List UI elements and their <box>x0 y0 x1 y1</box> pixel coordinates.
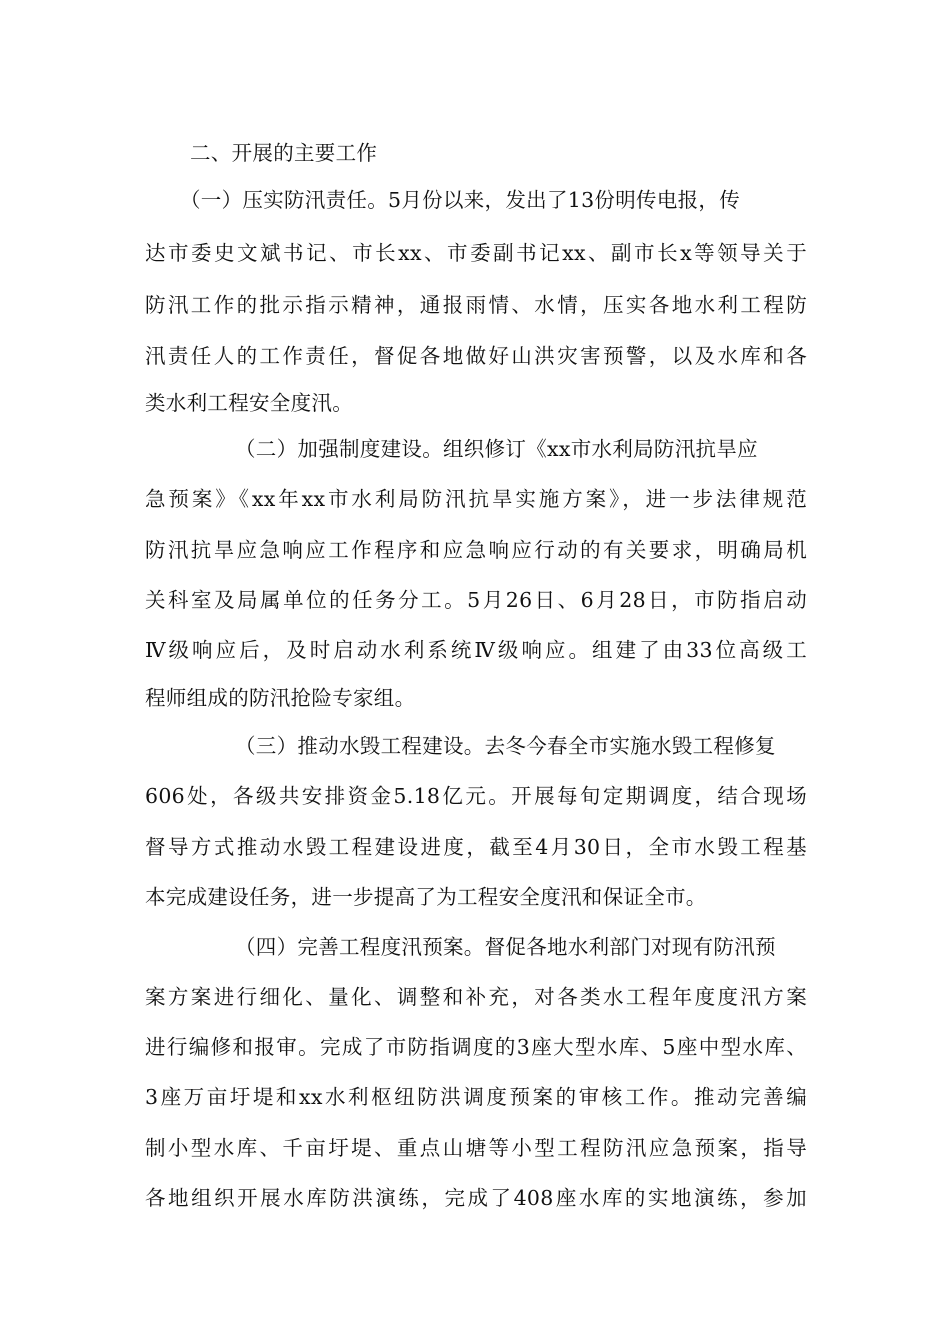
paragraph-line: 各地组织开展水库防洪演练，完成了408座水库的实地演练，参加 <box>145 1186 807 1210</box>
paragraph-line: 急预案》《xx年xx市水利局防汛抗旱实施方案》，进一步法律规范 <box>145 487 807 511</box>
paragraph-line: 督导方式推动水毁工程建设进度，截至4月30日，全市水毁工程基 <box>145 835 807 859</box>
paragraph-line: 防汛工作的批示指示精神，通报雨情、水情，压实各地水利工程防 <box>145 293 807 317</box>
paragraph-line: 606处，各级共安排资金5.18亿元。开展每旬定期调度，结合现场 <box>145 784 807 808</box>
section-heading: 二、开展的主要工作 <box>190 141 378 165</box>
paragraph-line: Ⅳ级响应后，及时启动水利系统Ⅳ级响应。组建了由33位高级工 <box>145 638 807 662</box>
paragraph-line: 案方案进行细化、量化、调整和补充，对各类水工程年度度汛方案 <box>145 985 807 1009</box>
paragraph-line: 程师组成的防汛抢险专家组。 <box>145 686 416 710</box>
paragraph-line: 进行编修和报审。完成了市防指调度的3座大型水库、5座中型水库、 <box>145 1035 807 1059</box>
paragraph-line: 关科室及局属单位的任务分工。5月26日、6月28日，市防指启动 <box>145 588 807 612</box>
paragraph-line: （一）压实防汛责任。5月份以来，发出了13份明传电报，传 <box>180 188 741 212</box>
paragraph-line: （二）加强制度建设。组织修订《xx市水利局防汛抗旱应 <box>235 437 758 461</box>
paragraph-line: 3座万亩圩堤和xx水利枢纽防洪调度预案的审核工作。推动完善编 <box>145 1085 807 1109</box>
paragraph-line: （四）完善工程度汛预案。督促各地水利部门对现有防汛预 <box>235 935 776 959</box>
paragraph-line: 汛责任人的工作责任，督促各地做好山洪灾害预警，以及水库和各 <box>145 344 807 368</box>
paragraph-line: 制小型水库、千亩圩堤、重点山塘等小型工程防汛应急预案，指导 <box>145 1136 807 1160</box>
paragraph-line: （三）推动水毁工程建设。去冬今春全市实施水毁工程修复 <box>235 734 776 758</box>
paragraph-line: 达市委史文斌书记、市长xx、市委副书记xx、副市长x等领导关于 <box>145 241 807 265</box>
paragraph-line: 本完成建设任务，进一步提高了为工程安全度汛和保证全市。 <box>145 885 707 909</box>
paragraph-line: 类水利工程安全度汛。 <box>145 391 353 415</box>
paragraph-line: 防汛抗旱应急响应工作程序和应急响应行动的有关要求，明确局机 <box>145 538 807 562</box>
